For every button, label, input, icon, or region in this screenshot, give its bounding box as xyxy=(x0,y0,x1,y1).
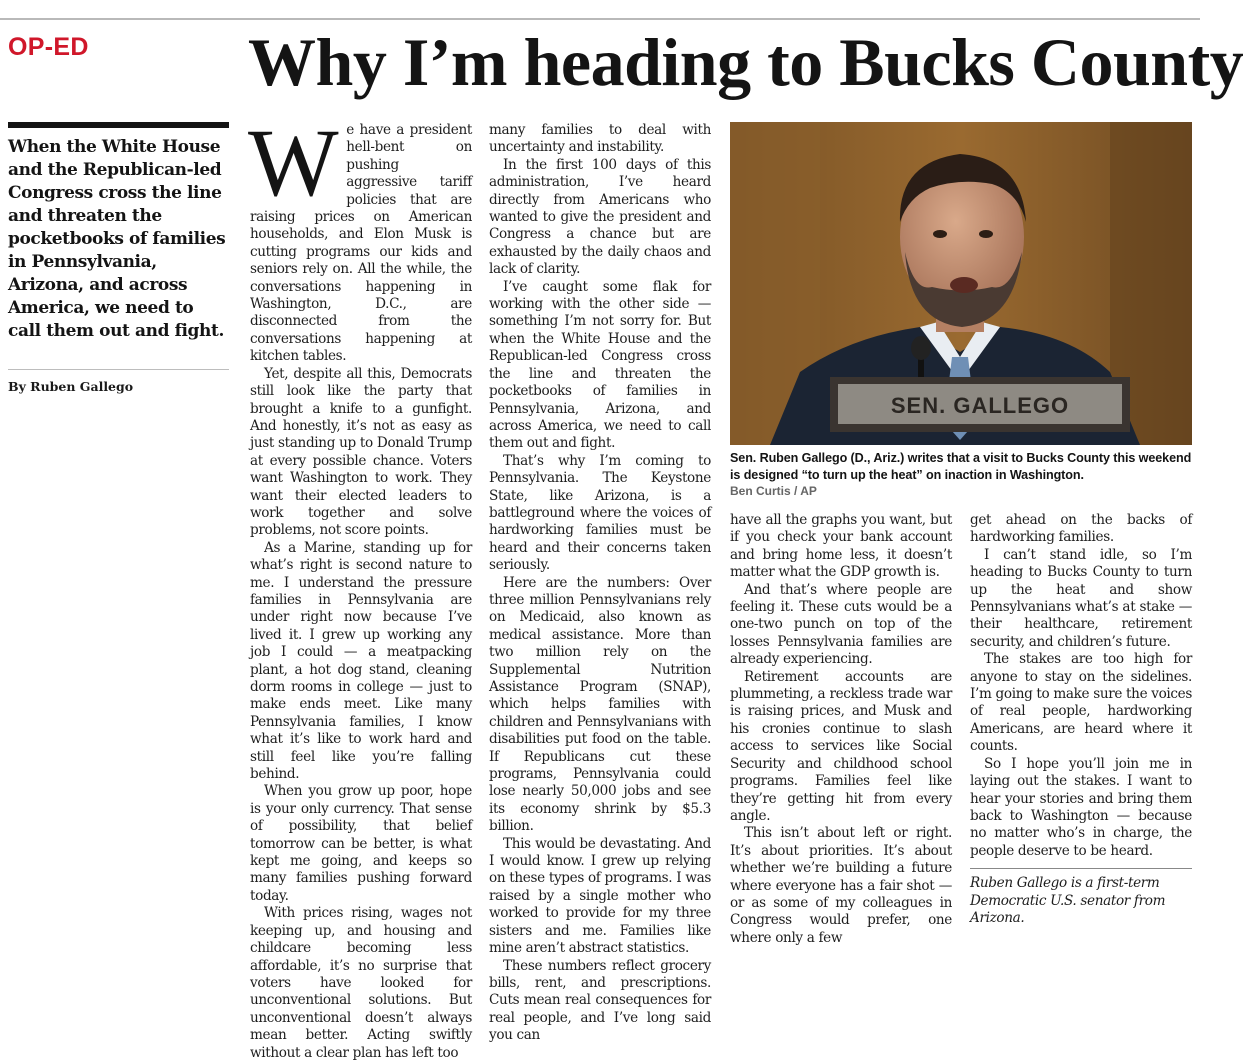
divider xyxy=(8,369,229,370)
paragraph: Retirement accounts are plummeting, a reckless trade war is raising prices, and Musk and his cronies continue to slash access to services like Social Security and childhood school programs. Families feel like they’re getting hit from every angle. xyxy=(730,668,952,824)
article-column-4 xyxy=(970,512,1192,926)
paragraph: The stakes are too high for anyone to stay on the sidelines. I’m going to make sure the voices of real people, hardworking Americans, are heard where it counts. xyxy=(970,651,1192,755)
paragraph: When you grow up poor, hope is your only currency. That sense of possibility, that belief tomorrow can be better, is what kept me going, and keeps so many families pushing forward today. xyxy=(250,783,472,904)
paragraph: These numbers reflect grocery bills, rent, and prescriptions. Cuts mean real consequences for real people, and I’ve long said you can xyxy=(489,957,711,1044)
paragraph: That’s why I’m coming to Pennsylvania. The Keystone State, like Arizona, is a battleground where the voices of hardworking families must be heard and their concerns taken seriously. xyxy=(489,452,711,574)
paragraph: get ahead on the backs of hardworking families. xyxy=(970,512,1192,546)
article-column-3 xyxy=(730,512,952,946)
byline: By Ruben Gallego xyxy=(8,379,134,394)
paragraph: This would be devastating. And I would know. I grew up relying on these types of programs. I was raised by a single mother who worked to provide for my three sisters and me. Families like mine aren’t abstract statistics. xyxy=(489,835,711,957)
headline: Why I’m heading to Bucks County xyxy=(248,24,1243,100)
nameplate-text: SEN. GALLEGO xyxy=(890,393,1070,418)
paragraph: We have a president hell-bent on pushing aggressive tariff policies that are raising prices on American households, and Elon Musk is cutting programs our kids and seniors rely on. All the while, the conversations happening in Washington, D.C., are disconnected from the conversations happening at kitchen tables. xyxy=(248,109,472,365)
pullquote-rule xyxy=(8,122,229,128)
bio-divider xyxy=(970,868,1192,869)
paragraph: I can’t stand idle, so I’m heading to Bucks County to turn up the heat and show Pennsylvanians what’s at stake — their healthcare, retirement security, and children’s future. xyxy=(970,546,1192,650)
paragraph: Here are the numbers: Over three million Pennsylvanians rely on Medicaid, also known as medical assistance. More than two million rely on the Supplemental Nutrition Assistance Program (SNAP), which helps families with children and Pennsylvanians with disabilities put food on the table. If Republicans cut these programs, Pennsylvania could lose nearly 50,000 jobs and see its economy shrink by $5.3 billion. xyxy=(489,574,711,835)
photo-credit: Ben Curtis / AP xyxy=(730,484,817,498)
paragraph: And that’s where people are feeling it. These cuts would be a one-two punch on top of the losses Pennsylvania families are already experiencing. xyxy=(730,581,952,668)
paragraph: This isn’t about left or right. It’s about priorities. It’s about whether we’re building a future where everyone has a fair shot — or as some of my colleagues in Congress would prefer, one where only a few xyxy=(730,825,952,946)
article-column-2 xyxy=(489,122,711,1044)
section-kicker: OP-ED xyxy=(8,33,89,61)
paragraph: I’ve caught some flak for working with the other side — something I’m not sorry for. But when the White House and the Republican-led Congress cross the line and threaten the pocketbooks of families in Pennsylvania, Arizona, and across America, we need to call them out and fight. xyxy=(489,278,711,452)
paragraph: have all the graphs you want, but if you check your bank account and bring home less, it doesn’t matter what the GDP growth is. xyxy=(730,512,952,581)
paragraph: Yet, despite all this, Democrats still look like the party that brought a knife to a gunfight. And honestly, it’s not as easy as just standing up to Donald Trump at every possible chance. Voters want Washington to work. They want their elected leaders to work together and solve problems, not score points. xyxy=(250,365,472,539)
pullquote: When the White House and the Republican-led Congress cross the line and threaten the pocketbooks of families in Pennsylvania, Arizona, and across America, we need to call them out and fight. xyxy=(8,137,226,341)
paragraph: As a Marine, standing up for what’s right is second nature to me. I understand the pressure families in Pennsylvania are under right now because I’ve lived it. I grew up working any job I could — a meatpacking plant, a hot dog stand, cleaning dorm rooms in college — just to make ends meet. Like many Pennsylvania families, I know what it’s like to work hard and still feel like you’re falling behind. xyxy=(250,539,472,783)
paragraph: With prices rising, wages not keeping up, and housing and childcare becoming less affordable, it’s no surprise that voters have looked for unconventional solutions. But unconventional doesn’t always mean better. Acting swiftly without a clear plan has left too xyxy=(250,905,472,1061)
top-rule xyxy=(0,18,1200,20)
paragraph: So I hope you’ll join me in laying out the stakes. I want to hear your stories and bring them back to Washington — because no matter who’s in charge, the people deserve to be heard. xyxy=(970,755,1192,859)
photo-illustration xyxy=(730,122,1192,445)
paragraph: In the first 100 days of this administration, I’ve heard directly from Americans who wanted to give the president and Congress a chance but are exhausted by the daily chaos and lack of clarity. xyxy=(489,156,711,278)
senator-photo xyxy=(730,122,1192,445)
sidebar xyxy=(8,122,229,394)
photo-caption: Sen. Ruben Gallego (D., Ariz.) writes that a visit to Bucks County this weekend is designed “to turn up the heat” on inaction in Washington. xyxy=(730,451,1192,482)
author-bio: Ruben Gallego is a first-term Democratic U.S. senator from Arizona. xyxy=(970,875,1166,926)
article-column-1 xyxy=(248,109,472,1061)
paragraph: many families to deal with uncertainty and instability. xyxy=(489,122,711,156)
drop-cap: W xyxy=(248,109,339,216)
